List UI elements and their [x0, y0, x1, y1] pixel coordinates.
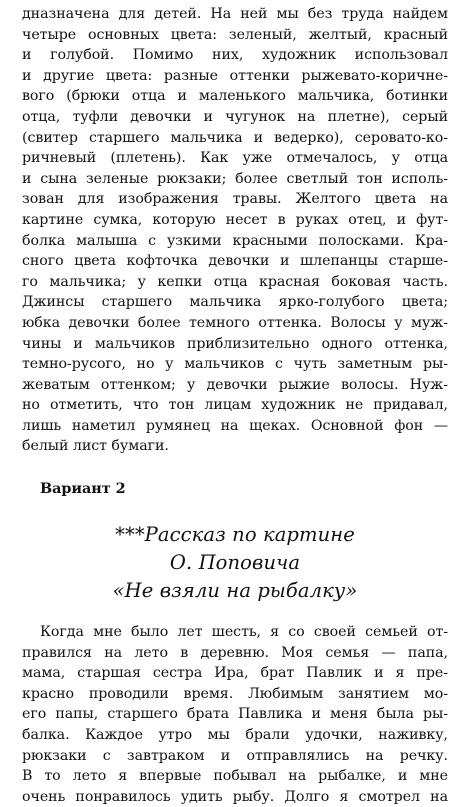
text-line: и другие цвета: разные оттенки рыжевато-коричне-	[22, 67, 448, 84]
text-line: рюкзаки с завтраком и отправлялись на речку.	[22, 747, 448, 764]
text-line: чины и мальчиков приблизительно одного оттенка,	[22, 335, 448, 352]
text-line: болка малыша с узкими красными полосками. Кра-	[22, 232, 448, 249]
story-title-line: О. Поповича	[169, 551, 301, 575]
text-line: зован для изображения травы. Желтого цвета на	[22, 191, 448, 208]
text-line: белый лист бумаги.	[22, 438, 169, 455]
text-line: Джинсы старшего мальчика ярко-голубого цвета;	[22, 294, 448, 311]
text-line: но отметить, что тон лицам художник не придавал,	[22, 397, 448, 414]
text-line: мама, старшая сестра Ира, брат Павлик и я пре-	[22, 665, 448, 682]
text-line: Когда мне было лет шесть, я со своей семьей от-	[40, 624, 448, 641]
intro-paragraph	[22, 4, 448, 457]
text-line: го мальчика; у кепки отца красная боковая часть.	[22, 273, 448, 290]
text-line: балка. Каждое утро мы брали удочки, наживку,	[22, 727, 448, 744]
text-line: и сына зеленые рюкзаки; более светлый тон исполь-	[22, 170, 448, 187]
text-line: жеватым оттенком; у девочки рыжие волосы. Нуж-	[22, 376, 448, 393]
text-line: отца, туфли девочки и чугунок на плетне), серый	[22, 108, 448, 125]
variant-heading: Вариант 2	[40, 480, 126, 498]
text-line: правился на лето в деревню. Моя семья — папа,	[22, 644, 448, 661]
story-title	[22, 521, 448, 605]
text-line: темно-русого, но у мальчиков с чуть заметным ры-	[22, 356, 448, 373]
text-line: и голубой. Помимо них, художник использовал	[22, 47, 448, 64]
text-line: красно проводили время. Любимым занятием мо-	[22, 685, 448, 702]
story-title-line: ***Рассказ по картине	[115, 523, 355, 547]
text-line: вого (брюки отца и маленького мальчика, ботинки	[22, 88, 448, 105]
text-line: очень понравилось удить рыбу. Долго я смотрел на	[22, 788, 448, 805]
story-title-line: «Не взяли на рыбалку»	[112, 579, 358, 603]
text-line: (свитер старшего мальчика и ведерко), серовато-ко-	[22, 129, 448, 146]
text-line: юбка девочки более темного оттенка. Волосы у муж-	[22, 314, 448, 331]
text-line: его папы, старшего брата Павлика и меня была ры-	[22, 706, 448, 723]
document-page	[22, 4, 448, 807]
text-line: дназначена для детей. На ней мы без труда найдем	[22, 6, 448, 22]
text-line: В то лето я впервые побывал на рыбалке, и мне	[22, 768, 448, 785]
text-line: сного цвета кофточка девочки и шлепанцы старше-	[22, 253, 448, 270]
text-line: картине сумка, которую несет в руках отец, и фут-	[22, 211, 448, 228]
text-line: четыре основных цвета: зеленый, желтый, красный	[22, 26, 448, 43]
text-line: ричневый (плетень). Как уже отмечалось, у отца	[22, 150, 448, 167]
story-paragraph	[22, 622, 448, 807]
text-line: лишь наметил румянец на щеках. Основной фон —	[22, 417, 448, 434]
